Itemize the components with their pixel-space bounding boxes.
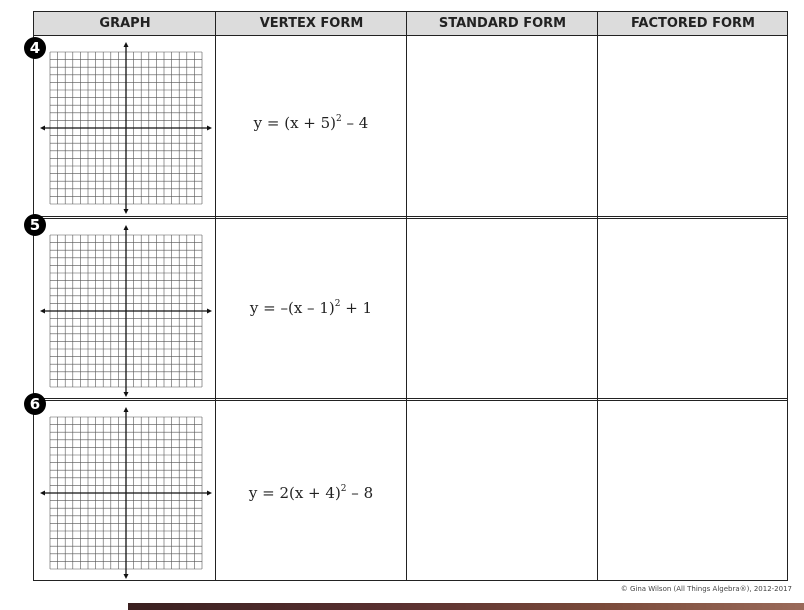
- coordinate-grid[interactable]: [40, 407, 212, 583]
- standard-form-cell[interactable]: [407, 401, 597, 579]
- x-axis-arrow-right: [207, 126, 212, 131]
- coordinate-grid[interactable]: [40, 225, 212, 401]
- y-axis-arrow-up: [124, 407, 129, 412]
- x-axis-arrow-left: [40, 126, 45, 131]
- table-header: [34, 12, 787, 36]
- header-vertex-form: VERTEX FORM: [259, 16, 364, 31]
- desktop-background-strip: [128, 603, 804, 610]
- x-axis-arrow-right: [207, 309, 212, 314]
- problem-number-badge: 5: [24, 214, 46, 236]
- factored-form-cell[interactable]: [598, 219, 788, 398]
- vertex-equation: [216, 299, 406, 317]
- equation-exponent: 2: [336, 114, 342, 124]
- header-graph: GRAPH: [99, 16, 151, 31]
- problem-number-badge: 6: [24, 393, 46, 415]
- problem-number-badge: 4: [24, 37, 46, 59]
- standard-form-cell[interactable]: [407, 36, 597, 216]
- equation-exponent: 2: [334, 299, 341, 309]
- x-axis-arrow-right: [207, 491, 212, 496]
- y-axis-arrow-up: [124, 42, 129, 47]
- equation-base: y = (x + 5): [253, 114, 337, 132]
- equation-constant: – 4: [341, 114, 369, 132]
- factored-form-cell[interactable]: [598, 401, 788, 579]
- y-axis-arrow-down: [124, 574, 129, 579]
- standard-form-cell[interactable]: [407, 219, 597, 398]
- y-axis-arrow-down: [124, 392, 129, 397]
- equation-constant: – 8: [346, 484, 374, 502]
- x-axis-arrow-left: [40, 491, 45, 496]
- vertex-equation: [216, 484, 406, 502]
- y-axis-arrow-down: [124, 209, 129, 214]
- header-standard-form: STANDARD FORM: [438, 16, 567, 31]
- equation-base: y = –(x – 1): [249, 299, 335, 317]
- y-axis-arrow-up: [124, 225, 129, 230]
- x-axis-arrow-left: [40, 309, 45, 314]
- header-factored-form: FACTORED FORM: [631, 16, 755, 31]
- coordinate-grid[interactable]: [40, 42, 212, 218]
- equation-base: y = 2(x + 4): [248, 484, 341, 502]
- vertex-equation: [216, 114, 406, 132]
- worksheet-table: [33, 11, 788, 581]
- factored-form-cell[interactable]: [598, 36, 788, 216]
- equation-constant: + 1: [340, 299, 373, 317]
- copyright-notice: © Gina Wilson (All Things Algebra®), 2012-2017: [620, 585, 792, 593]
- equation-exponent: 2: [340, 484, 347, 494]
